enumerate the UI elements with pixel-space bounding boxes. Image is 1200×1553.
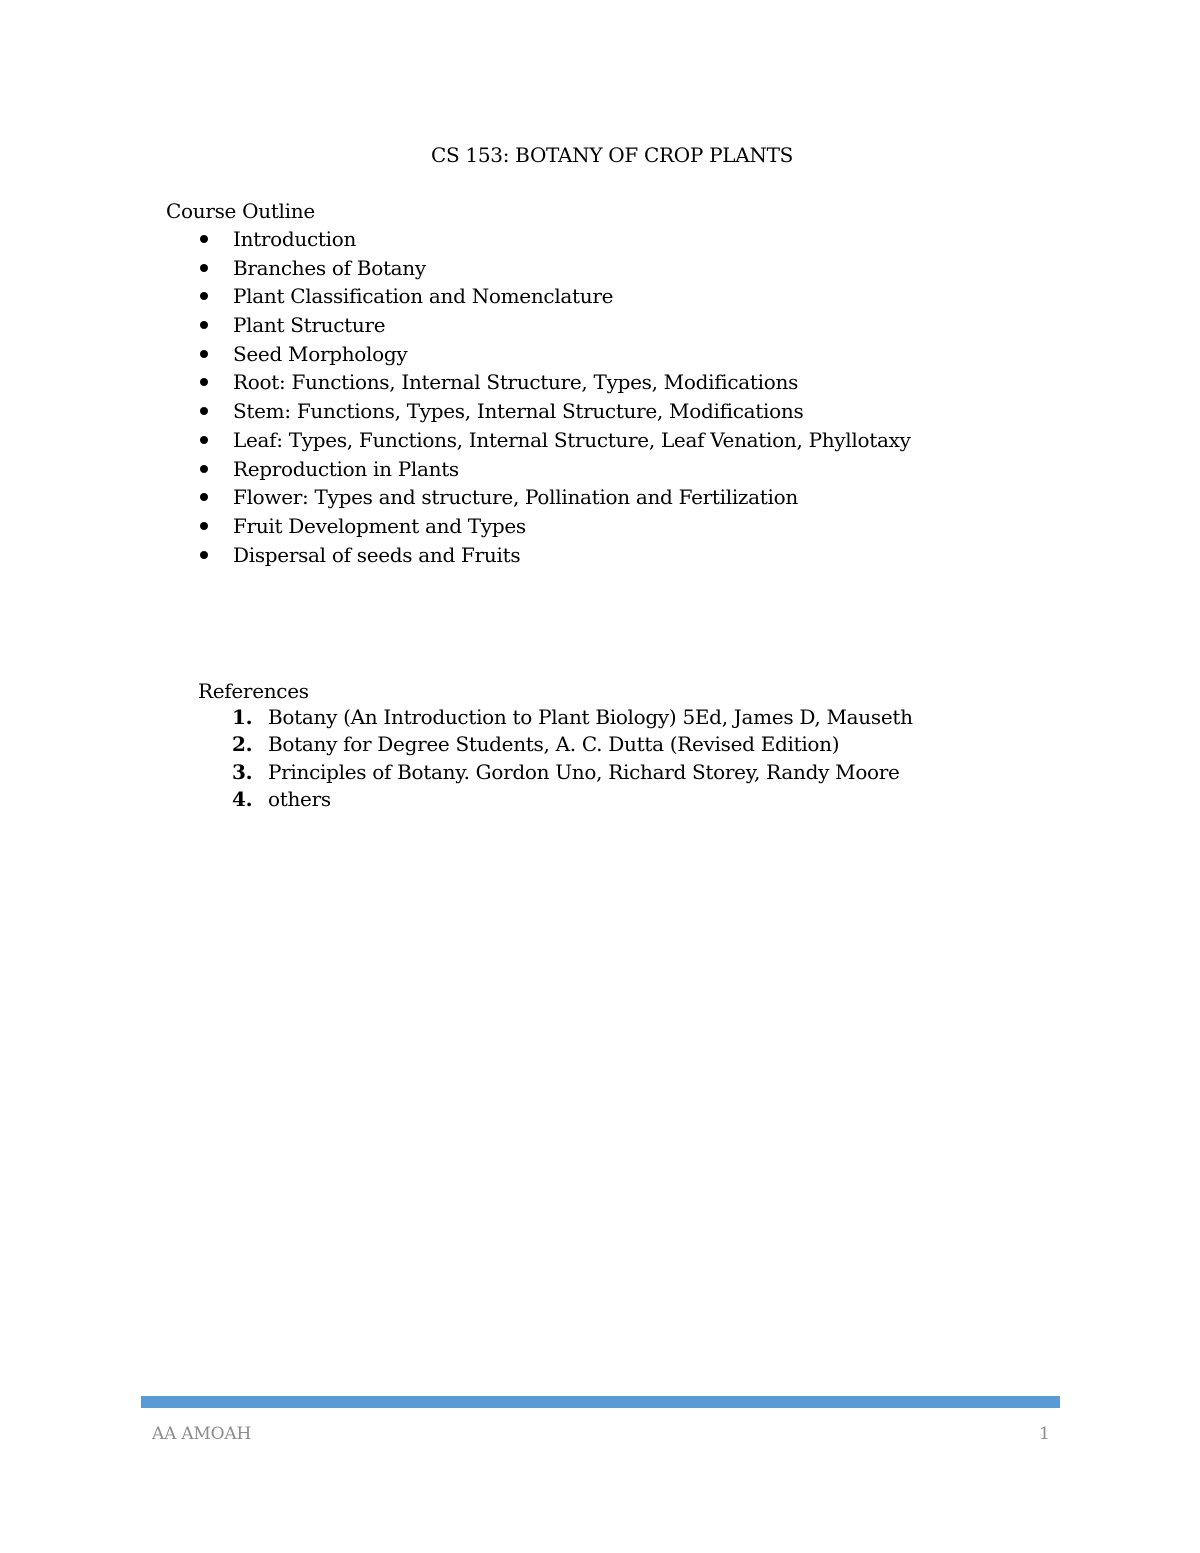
reference-number: 4. xyxy=(232,786,253,811)
bullet-icon xyxy=(200,493,208,501)
list-item-text: Dispersal of seeds and Fruits xyxy=(233,542,521,567)
list-item-text: Branches of Botany xyxy=(233,255,426,280)
list-item xyxy=(166,455,911,484)
footer-divider-bar xyxy=(141,1396,1060,1408)
list-item-text: Stem: Functions, Types, Internal Structure, Modifications xyxy=(233,399,804,424)
list-item-text: Root: Functions, Internal Structure, Types, Modifications xyxy=(233,370,799,395)
list-item xyxy=(166,512,911,541)
list-item-text: Flower: Types and structure, Pollination and Fertilization xyxy=(233,485,798,510)
bullet-icon xyxy=(200,350,208,358)
reference-number: 3. xyxy=(232,759,253,784)
footer-page-number: 1 xyxy=(1039,1424,1050,1444)
reference-text: Botany (An Introduction to Plant Biology) 5Ed, James D, Mauseth xyxy=(268,705,913,729)
references-heading: References xyxy=(198,679,309,703)
list-item xyxy=(166,397,911,426)
list-item xyxy=(166,483,911,512)
bullet-icon xyxy=(200,321,208,329)
list-item xyxy=(166,368,911,397)
list-item-text: Leaf: Types, Functions, Internal Structure, Leaf Venation, Phyllotaxy xyxy=(233,427,911,452)
footer-author: AA AMOAH xyxy=(152,1424,252,1444)
reference-item xyxy=(198,704,913,731)
bullet-icon xyxy=(200,551,208,559)
bullet-icon xyxy=(200,465,208,473)
bullet-icon xyxy=(200,292,208,300)
list-item-text: Plant Structure xyxy=(233,313,386,338)
reference-number: 2. xyxy=(232,732,253,757)
list-item xyxy=(166,340,911,369)
bullet-icon xyxy=(200,378,208,386)
reference-item xyxy=(198,786,913,813)
list-item-text: Introduction xyxy=(233,227,357,251)
reference-number: 1. xyxy=(232,705,253,729)
list-item xyxy=(166,254,911,283)
reference-text: Principles of Botany. Gordon Uno, Richard Storey, Randy Moore xyxy=(268,759,900,784)
bullet-icon xyxy=(200,407,208,415)
list-item xyxy=(166,541,911,570)
bullet-icon xyxy=(200,522,208,530)
reference-text: others xyxy=(268,786,331,811)
course-outline-heading: Course Outline xyxy=(166,199,315,223)
bullet-icon xyxy=(200,235,208,243)
list-item-text: Reproduction in Plants xyxy=(233,456,459,481)
reference-text: Botany for Degree Students, A. C. Dutta (Revised Edition) xyxy=(268,732,840,757)
list-item-text: Fruit Development and Types xyxy=(233,513,526,538)
list-item xyxy=(166,311,911,340)
references-list xyxy=(198,704,913,813)
list-item xyxy=(166,225,911,254)
list-item-text: Plant Classification and Nomenclature xyxy=(233,284,614,309)
list-item-text: Seed Morphology xyxy=(233,341,408,366)
bullet-icon xyxy=(200,436,208,444)
list-item xyxy=(166,426,911,455)
document-title: CS 153: BOTANY OF CROP PLANTS xyxy=(430,143,794,167)
reference-item xyxy=(198,759,913,786)
reference-item xyxy=(198,731,913,758)
course-outline-list xyxy=(166,225,911,569)
list-item xyxy=(166,282,911,311)
bullet-icon xyxy=(200,264,208,272)
